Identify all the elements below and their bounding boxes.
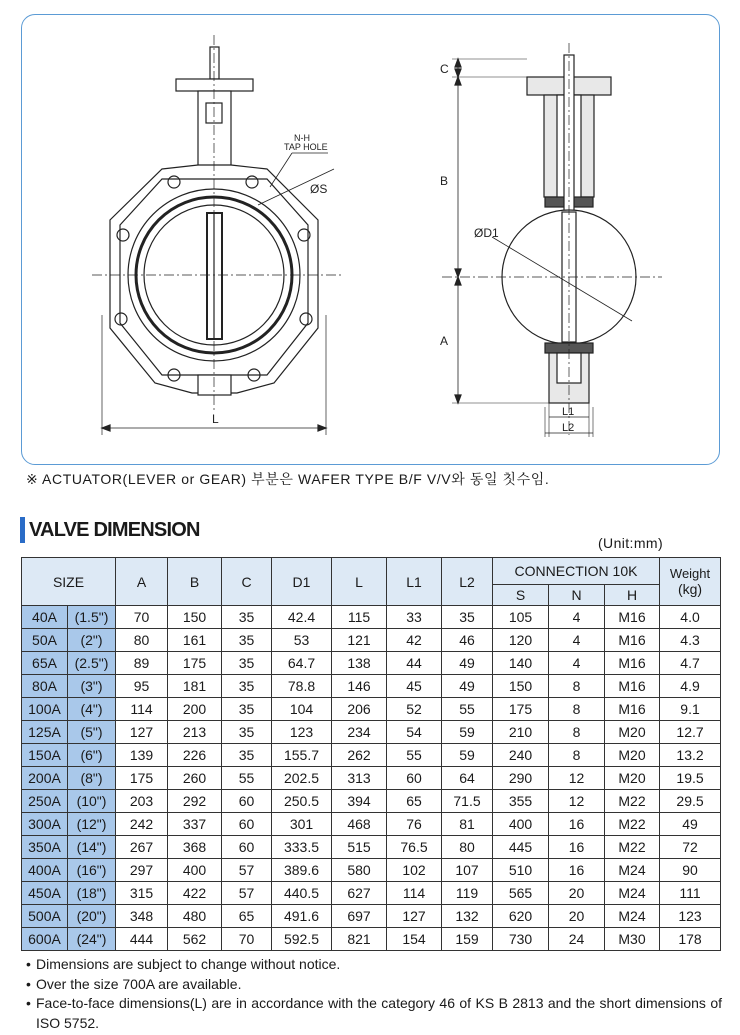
cell-size: 300A (22, 813, 68, 836)
cell-w: 4.9 (660, 675, 721, 698)
cell-l: 697 (332, 905, 387, 928)
cell-w: 13.2 (660, 744, 721, 767)
tap-hole-label-2: TAP HOLE (284, 142, 328, 152)
cell-s: 400 (493, 813, 549, 836)
cell-l2: 49 (442, 675, 493, 698)
header-b: B (168, 558, 222, 606)
dim-L1-label: L1 (562, 406, 575, 418)
cell-l1: 42 (387, 629, 442, 652)
cell-c: 55 (222, 767, 272, 790)
cell-l2: 71.5 (442, 790, 493, 813)
cell-b: 368 (168, 836, 222, 859)
dim-B-label: B (440, 174, 449, 188)
cell-n: 24 (549, 928, 605, 951)
header-weight-label: Weight (669, 566, 711, 581)
cell-n: 8 (549, 675, 605, 698)
cell-size: 100A (22, 698, 68, 721)
cell-l: 515 (332, 836, 387, 859)
cell-s: 510 (493, 859, 549, 882)
cell-w: 9.1 (660, 698, 721, 721)
cell-l: 262 (332, 744, 387, 767)
cell-inch: (10") (68, 790, 116, 813)
cell-l2: 132 (442, 905, 493, 928)
cell-l2: 80 (442, 836, 493, 859)
cell-s: 140 (493, 652, 549, 675)
cell-h: M16 (605, 652, 660, 675)
cell-h: M24 (605, 859, 660, 882)
cell-l2: 64 (442, 767, 493, 790)
cell-h: M22 (605, 790, 660, 813)
header-weight-unit: (kg) (677, 581, 703, 597)
cell-c: 60 (222, 790, 272, 813)
cell-h: M22 (605, 836, 660, 859)
cell-l2: 159 (442, 928, 493, 951)
cell-inch: (5") (68, 721, 116, 744)
cell-w: 4.3 (660, 629, 721, 652)
cell-a: 139 (116, 744, 168, 767)
table-row (22, 721, 721, 744)
cell-l1: 102 (387, 859, 442, 882)
cell-d1: 202.5 (272, 767, 332, 790)
cell-b: 260 (168, 767, 222, 790)
table-row (22, 767, 721, 790)
cell-h: M16 (605, 629, 660, 652)
cell-size: 150A (22, 744, 68, 767)
cell-inch: (8") (68, 767, 116, 790)
cell-l1: 76 (387, 813, 442, 836)
cell-b: 400 (168, 859, 222, 882)
cell-h: M24 (605, 905, 660, 928)
cell-w: 29.5 (660, 790, 721, 813)
cell-a: 95 (116, 675, 168, 698)
cell-l1: 33 (387, 606, 442, 629)
cell-b: 422 (168, 882, 222, 905)
cell-size: 125A (22, 721, 68, 744)
cell-w: 72 (660, 836, 721, 859)
cell-l: 468 (332, 813, 387, 836)
cell-size: 450A (22, 882, 68, 905)
header-weight (660, 558, 721, 606)
cell-b: 175 (168, 652, 222, 675)
cell-s: 105 (493, 606, 549, 629)
cell-n: 20 (549, 882, 605, 905)
cell-l2: 55 (442, 698, 493, 721)
cell-l: 313 (332, 767, 387, 790)
tap-hole-label-1: N-H (294, 133, 310, 143)
cell-l: 206 (332, 698, 387, 721)
dim-A-label: A (440, 334, 449, 348)
cell-s: 290 (493, 767, 549, 790)
cell-c: 35 (222, 675, 272, 698)
cell-c: 60 (222, 813, 272, 836)
cell-size: 600A (22, 928, 68, 951)
header-l2: L2 (442, 558, 493, 606)
cell-n: 16 (549, 813, 605, 836)
table-row (22, 836, 721, 859)
cell-b: 480 (168, 905, 222, 928)
cell-size: 65A (22, 652, 68, 675)
cell-b: 292 (168, 790, 222, 813)
header-l: L (332, 558, 387, 606)
cell-c: 70 (222, 928, 272, 951)
table-row (22, 813, 721, 836)
cell-a: 315 (116, 882, 168, 905)
cell-n: 8 (549, 721, 605, 744)
cell-inch: (2") (68, 629, 116, 652)
cell-inch: (12") (68, 813, 116, 836)
cell-a: 203 (116, 790, 168, 813)
cell-d1: 42.4 (272, 606, 332, 629)
header-d1: D1 (272, 558, 332, 606)
cell-inch: (18") (68, 882, 116, 905)
cell-d1: 104 (272, 698, 332, 721)
cell-w: 49 (660, 813, 721, 836)
cell-s: 565 (493, 882, 549, 905)
cell-l2: 59 (442, 721, 493, 744)
cell-inch: (6") (68, 744, 116, 767)
cell-l1: 52 (387, 698, 442, 721)
cell-l: 627 (332, 882, 387, 905)
table-row (22, 859, 721, 882)
front-view (92, 35, 342, 435)
cell-d1: 250.5 (272, 790, 332, 813)
cell-b: 200 (168, 698, 222, 721)
cell-n: 4 (549, 606, 605, 629)
cell-n: 4 (549, 652, 605, 675)
cell-b: 562 (168, 928, 222, 951)
cell-h: M16 (605, 698, 660, 721)
table-row (22, 629, 721, 652)
cell-b: 150 (168, 606, 222, 629)
table-row (22, 698, 721, 721)
cell-d1: 389.6 (272, 859, 332, 882)
cell-w: 178 (660, 928, 721, 951)
cell-inch: (16") (68, 859, 116, 882)
header-connection: CONNECTION 10K (493, 558, 660, 585)
cell-s: 175 (493, 698, 549, 721)
table-row (22, 905, 721, 928)
cell-l1: 45 (387, 675, 442, 698)
cell-c: 35 (222, 744, 272, 767)
cell-c: 35 (222, 606, 272, 629)
cell-c: 35 (222, 698, 272, 721)
cell-c: 35 (222, 652, 272, 675)
cell-l: 115 (332, 606, 387, 629)
cell-size: 350A (22, 836, 68, 859)
cell-l1: 54 (387, 721, 442, 744)
cell-b: 337 (168, 813, 222, 836)
side-view (440, 43, 662, 437)
cell-d1: 491.6 (272, 905, 332, 928)
cell-n: 8 (549, 698, 605, 721)
cell-c: 57 (222, 859, 272, 882)
footnote: • Dimensions are subject to change without notice. (26, 956, 341, 972)
cell-d1: 333.5 (272, 836, 332, 859)
cell-l: 394 (332, 790, 387, 813)
cell-n: 12 (549, 790, 605, 813)
cell-l1: 114 (387, 882, 442, 905)
section-title-text: VALVE DIMENSION (29, 518, 200, 541)
technical-drawing-frame (21, 14, 720, 465)
cell-a: 267 (116, 836, 168, 859)
cell-h: M24 (605, 882, 660, 905)
cell-l: 138 (332, 652, 387, 675)
table-row (22, 882, 721, 905)
cell-d1: 64.7 (272, 652, 332, 675)
cell-s: 120 (493, 629, 549, 652)
cell-l: 146 (332, 675, 387, 698)
cell-inch: (3") (68, 675, 116, 698)
cell-inch: (24") (68, 928, 116, 951)
cell-h: M22 (605, 813, 660, 836)
cell-d1: 78.8 (272, 675, 332, 698)
cell-d1: 123 (272, 721, 332, 744)
cell-size: 500A (22, 905, 68, 928)
cell-d1: 592.5 (272, 928, 332, 951)
valve-drawing (22, 15, 721, 466)
cell-b: 226 (168, 744, 222, 767)
cell-n: 4 (549, 629, 605, 652)
cell-s: 445 (493, 836, 549, 859)
cell-n: 8 (549, 744, 605, 767)
dim-S-label: ØS (310, 182, 328, 196)
valve-dimension-table (21, 557, 721, 951)
cell-s: 355 (493, 790, 549, 813)
cell-s: 240 (493, 744, 549, 767)
cell-l1: 44 (387, 652, 442, 675)
cell-n: 16 (549, 836, 605, 859)
cell-h: M20 (605, 767, 660, 790)
cell-size: 400A (22, 859, 68, 882)
section-title (20, 515, 200, 545)
header-l1: L1 (387, 558, 442, 606)
cell-n: 20 (549, 905, 605, 928)
cell-h: M16 (605, 675, 660, 698)
title-accent-bar (20, 517, 25, 543)
cell-l: 821 (332, 928, 387, 951)
cell-l2: 35 (442, 606, 493, 629)
cell-a: 80 (116, 629, 168, 652)
footnotes (26, 955, 722, 1033)
cell-l2: 119 (442, 882, 493, 905)
dim-D1-label: ØD1 (474, 226, 499, 240)
dim-L2-label: L2 (562, 422, 575, 434)
cell-l2: 81 (442, 813, 493, 836)
cell-l2: 107 (442, 859, 493, 882)
cell-w: 123 (660, 905, 721, 928)
cell-h: M30 (605, 928, 660, 951)
footnote: • Over the size 700A are available. (26, 975, 242, 992)
cell-a: 175 (116, 767, 168, 790)
cell-c: 65 (222, 905, 272, 928)
cell-s: 150 (493, 675, 549, 698)
cell-inch: (14") (68, 836, 116, 859)
cell-inch: (20") (68, 905, 116, 928)
cell-a: 127 (116, 721, 168, 744)
cell-size: 80A (22, 675, 68, 698)
cell-l1: 154 (387, 928, 442, 951)
cell-inch: (1.5") (68, 606, 116, 629)
cell-c: 60 (222, 836, 272, 859)
cell-w: 90 (660, 859, 721, 882)
header-n: N (549, 585, 605, 606)
table-row (22, 744, 721, 767)
table-row (22, 606, 721, 629)
cell-w: 4.7 (660, 652, 721, 675)
cell-c: 57 (222, 882, 272, 905)
header-c: C (222, 558, 272, 606)
header-a: A (116, 558, 168, 606)
cell-size: 40A (22, 606, 68, 629)
cell-d1: 155.7 (272, 744, 332, 767)
cell-l: 580 (332, 859, 387, 882)
unit-label: (Unit:mm) (598, 535, 664, 551)
cell-size: 250A (22, 790, 68, 813)
table-row (22, 928, 721, 951)
cell-l1: 60 (387, 767, 442, 790)
cell-l: 234 (332, 721, 387, 744)
cell-a: 348 (116, 905, 168, 928)
cell-w: 4.0 (660, 606, 721, 629)
cell-l2: 46 (442, 629, 493, 652)
cell-size: 200A (22, 767, 68, 790)
table-row (22, 675, 721, 698)
cell-l2: 49 (442, 652, 493, 675)
cell-inch: (4") (68, 698, 116, 721)
cell-l1: 127 (387, 905, 442, 928)
cell-l: 121 (332, 629, 387, 652)
cell-l1: 65 (387, 790, 442, 813)
cell-a: 114 (116, 698, 168, 721)
cell-h: M16 (605, 606, 660, 629)
cell-a: 444 (116, 928, 168, 951)
cell-b: 213 (168, 721, 222, 744)
cell-c: 35 (222, 629, 272, 652)
cell-a: 89 (116, 652, 168, 675)
footnote: • Face-to-face dimensions(L) are in accordance with the category 46 of KS B 2813 and the short dimensions of ISO 5752. (26, 995, 722, 1031)
cell-s: 620 (493, 905, 549, 928)
header-s: S (493, 585, 549, 606)
cell-d1: 440.5 (272, 882, 332, 905)
table-row (22, 652, 721, 675)
cell-s: 730 (493, 928, 549, 951)
dim-L-label: L (212, 412, 219, 426)
cell-b: 161 (168, 629, 222, 652)
cell-h: M20 (605, 721, 660, 744)
cell-d1: 301 (272, 813, 332, 836)
cell-h: M20 (605, 744, 660, 767)
cell-w: 111 (660, 882, 721, 905)
cell-l1: 55 (387, 744, 442, 767)
cell-n: 16 (549, 859, 605, 882)
cell-c: 35 (222, 721, 272, 744)
cell-a: 297 (116, 859, 168, 882)
table-body (22, 606, 721, 951)
actuator-note: ※ ACTUATOR(LEVER or GEAR) 부분은 WAFER TYPE B/F V/V와 동일 칫수임. (26, 471, 550, 487)
cell-b: 181 (168, 675, 222, 698)
header-h: H (605, 585, 660, 606)
cell-inch: (2.5") (68, 652, 116, 675)
cell-l2: 59 (442, 744, 493, 767)
cell-size: 50A (22, 629, 68, 652)
cell-a: 70 (116, 606, 168, 629)
header-size: SIZE (22, 558, 116, 606)
cell-a: 242 (116, 813, 168, 836)
cell-w: 19.5 (660, 767, 721, 790)
cell-w: 12.7 (660, 721, 721, 744)
cell-n: 12 (549, 767, 605, 790)
cell-s: 210 (493, 721, 549, 744)
cell-d1: 53 (272, 629, 332, 652)
cell-l1: 76.5 (387, 836, 442, 859)
dim-C-label: C (440, 62, 449, 76)
table-row (22, 790, 721, 813)
